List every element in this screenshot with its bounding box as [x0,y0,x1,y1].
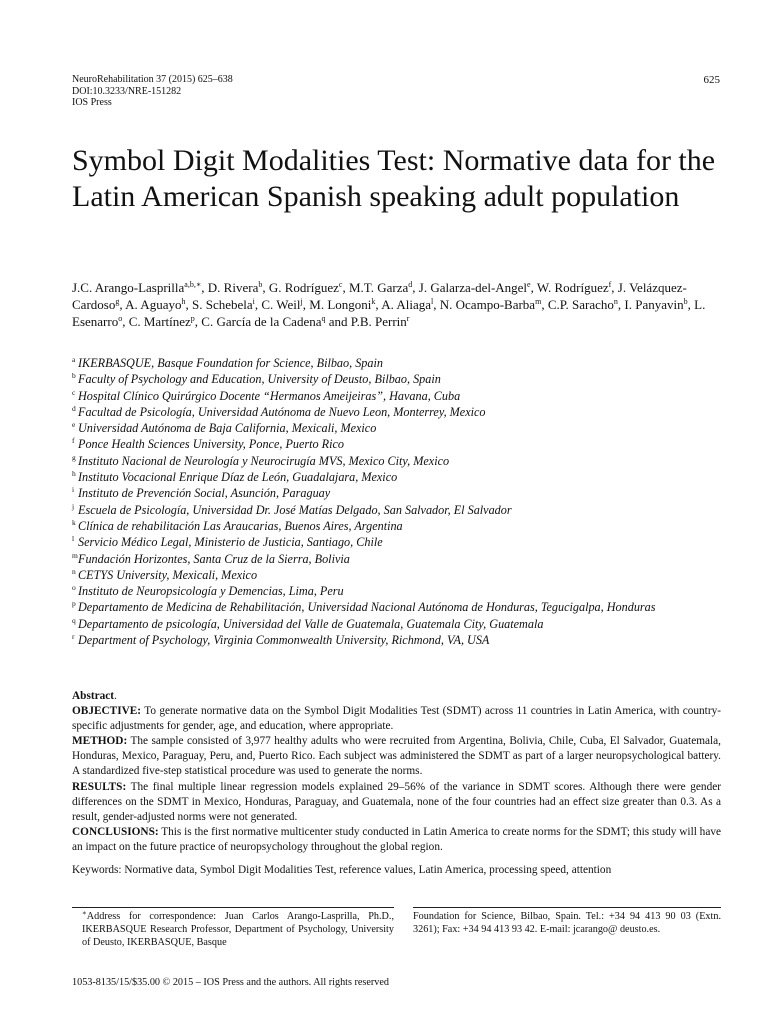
footnote-marker: ∗ [82,909,87,917]
abstract-section [72,780,721,825]
affiliation [72,599,732,615]
affiliation-text: CETYS University, Mexicali, Mexico [78,567,258,582]
author-affiliation-marks: n [613,297,618,306]
affiliation-mark: b [72,371,76,381]
affiliation [72,436,732,452]
affiliation [72,388,732,404]
affiliation-mark: j [72,501,75,511]
author-name: C.P. Saracho [547,297,614,312]
author-separator: , [617,297,625,312]
author-separator: , [262,280,269,295]
affiliation-mark: a [72,355,76,364]
affiliation [72,420,732,436]
keywords: Keywords: Normative data, Symbol Digit Modalities Test, reference values, Latin America, processing speed, attention [72,864,612,877]
affiliation-text: Clínica de rehabilitación Las Araucarias, Buenos Aires, Argentina [78,518,403,533]
author-separator: , [611,280,618,295]
journal-header [72,74,233,109]
affiliation-mark: d [72,403,76,413]
author-name: C. Martínez [128,314,191,329]
affiliation-mark: g [72,452,76,462]
affiliation-text: Servicio Médico Legal, Ministerio de Justicia, Santiago, Chile [78,535,383,550]
copyright-line: 1053-8135/15/$35.00 © 2015 – IOS Press and the authors. All rights reserved [72,977,390,988]
affiliation-mark: h [72,469,76,479]
abstract-section-text: The sample consisted of 3,977 healthy adults who were recruited from Argentina, Bolivia, Chile, Cuba, El Salvador, Guatemala, Honduras, Mexico, Paraguay, Peru, and, Puerto Rico. Each subject was administered the SDMT as part of a larger neuropsychological battery. A standardized five-step statistical procedure was used to generate the norms. [72,735,721,778]
author-separator: , [254,297,262,312]
author-name: L. Esenarro [72,297,706,329]
affiliation [72,534,732,550]
author-name: I. Panyavin [624,297,684,312]
correspondence-footnote [72,910,394,949]
author-name: M.T. Garza [348,280,409,295]
affiliation [72,453,732,469]
author-affiliation-marks: m [535,297,542,306]
correspondence-text-left: Address for correspondence: Juan Carlos Arango-Lasprilla, Ph.D., IKERBASQUE Research Professor, Department of Psychology, University of Deusto, IKERBASQUE, Basque [82,911,394,948]
affiliation [72,518,732,534]
abstract-section [72,825,721,855]
author-affiliation-marks: e [527,280,531,289]
abstract-section [72,704,721,734]
author-separator: , [342,280,349,295]
affiliation-text: Instituto de Neuropsicología y Demencias, Lima, Peru [78,584,344,599]
affiliation-mark: f [72,436,75,446]
journal-citation: NeuroRehabilitation 37 (2015) 625–638 [72,74,233,85]
affiliation-mark: p [72,599,76,609]
author-affiliation-marks: q [321,314,326,323]
affiliation [72,485,732,501]
abstract-heading-punct: . [114,690,117,702]
author-affiliation-marks: f [608,280,612,289]
affiliation-mark: m [72,550,78,560]
author-affiliation-marks: c [338,280,343,289]
footnote-rule-right [413,907,721,908]
affiliation [72,632,732,648]
affiliation [72,371,732,387]
affiliation [72,583,732,599]
affiliation-mark: k [72,517,76,527]
author-separator: , [687,297,695,312]
author-name: P.B. Perrin [350,314,407,329]
author-affiliation-marks: b [258,280,263,289]
author-affiliation-marks: l [431,297,434,306]
author-separator: , [119,297,126,312]
author-affiliation-marks: j [300,297,303,306]
affiliation-text: Instituto de Prevención Social, Asunción, Paraguay [78,486,331,501]
author-separator: , [412,280,419,295]
page-number: 625 [703,74,720,86]
affiliation [72,567,732,583]
affiliation-mark: e [72,420,76,430]
affiliation-text: Faculty of Psychology and Education, University of Deusto, Bilbao, Spain [78,372,441,387]
affiliation-mark: c [72,387,76,397]
affiliation-list [72,355,732,648]
abstract [72,689,721,878]
affiliation [72,404,732,420]
affiliation [72,502,732,518]
author-affiliation-marks: o [118,314,123,323]
author-affiliation-marks: d [408,280,413,289]
author-list [72,279,722,330]
correspondence-text-right: Foundation for Science, Bilbao, Spain. Tel.: +34 94 413 90 03 (Extn. 3261); Fax: +34 94 413 93 42. E-mail: jcarango@ deusto.es. [413,911,721,935]
author-name: J.C. Arango-Lasprilla [72,280,185,295]
author-affiliation-marks: i [252,297,255,306]
abstract-section-label: RESULTS: [72,780,127,793]
affiliation-text: Departamento de psicología, Universidad del Valle de Guatemala, Guatemala City, Guatemala [78,616,544,631]
affiliation [72,469,732,485]
author-separator: , [185,297,192,312]
author-name: M. Longoni [309,297,372,312]
author-name: C. Weil [261,297,301,312]
author-name: A. Aguayo [125,297,182,312]
affiliation-text: Instituto Nacional de Neurología y Neurocirugía MVS, Mexico City, Mexico [78,453,450,468]
author-separator: , [302,297,310,312]
author-separator: , [194,314,202,329]
affiliation-text: Ponce Health Sciences University, Ponce, Puerto Rico [78,437,344,452]
affiliation-text: Departamento de Medicina de Rehabilitación, Universidad Nacional Autónoma de Honduras, Tegucigalpa, Honduras [78,600,656,615]
author-name: C. García de la Cadena [201,314,322,329]
abstract-section-label: CONCLUSIONS: [72,825,159,838]
author-affiliation-marks: r [406,314,410,323]
abstract-body [72,689,721,855]
author-name: G. Rodríguez [268,280,339,295]
author-name: J. Galarza-del-Angel [418,280,528,295]
author-affiliation-marks: p [190,314,195,323]
affiliation-text: Escuela de Psicología, Universidad Dr. José Matías Delgado, San Salvador, El Salvador [78,502,512,517]
affiliation-text: Universidad Autónoma de Baja California, Mexicali, Mexico [78,421,377,436]
footnote-rule-left [72,907,394,908]
affiliation-text: Instituto Vocacional Enrique Díaz de León, Guadalajara, Mexico [78,470,398,485]
affiliation-text: Department of Psychology, Virginia Commonwealth University, Richmond, VA, USA [78,633,490,648]
affiliation-mark: q [72,615,76,625]
publisher: IOS Press [72,97,112,108]
doi[interactable]: DOI:10.3233/NRE-151282 [72,85,182,97]
abstract-section [72,734,721,779]
author-separator: , [375,297,382,312]
affiliation [72,551,732,567]
author-name: N. Ocampo-Barba [439,297,536,312]
author-separator: , [122,314,129,329]
author-affiliation-marks: h [181,297,186,306]
affiliation [72,355,732,371]
author-affiliation-marks: g [115,297,120,306]
author-name: J. Velázquez-Cardoso [72,280,687,312]
author-affiliation-marks: a,b,∗ [184,280,202,289]
abstract-heading: Abstract [72,690,115,702]
author-separator: , [530,280,537,295]
affiliation-mark: o [72,583,76,593]
author-separator: , [433,297,440,312]
affiliation [72,616,732,632]
author-separator: , [541,297,548,312]
affiliation-mark: r [72,632,75,642]
author-name: W. Rodríguez [536,280,609,295]
author-name: A. Aliaga [381,297,432,312]
author-separator: and [325,314,351,329]
abstract-section-label: OBJECTIVE: [72,705,142,718]
author-affiliation-marks: k [371,297,376,306]
abstract-section-text: This is the first normative multicenter study conducted in Latin America to create norms for the SDMT; this study will have an impact on the future practice of neuropsychology throughout the global region. [72,825,721,853]
abstract-section-text: To generate normative data on the Symbol Digit Modalities Test (SDMT) across 11 countries in Latin America, with country-specific adjustments for gender, age, and education, where appropriate. [72,705,721,733]
author-separator: , [201,280,208,295]
affiliation-text: Hospital Clínico Quirúrgico Docente “Hermanos Ameijeiras”, Havana, Cuba [78,388,461,403]
affiliation-mark: n [72,566,76,576]
affiliation-mark: l [72,534,75,544]
affiliation-text: IKERBASQUE, Basque Foundation for Science, Bilbao, Spain [78,356,383,370]
affiliation-mark: i [72,485,75,495]
author-affiliation-marks: b [683,297,688,306]
affiliation-text: Facultad de Psicología, Universidad Autónoma de Nuevo Leon, Monterrey, Mexico [78,404,486,419]
article-title: Symbol Digit Modalities Test: Normative data for the Latin American Spanish speaking adult population [72,144,716,213]
author-name: S. Schebela [191,297,253,312]
abstract-section-text: The final multiple linear regression models explained 29–56% of the variance in SDMT scores. Although there were gender differences on the SDMT in Mexico, Honduras, Paraguay, and Guatemala, none of the four countries had an effect size greater than 0.3. As a result, gender-adjusted norms were not generated. [72,780,721,823]
author-name: D. Rivera [207,280,259,295]
abstract-section-label: METHOD: [72,735,128,748]
affiliation-text: Fundación Horizontes, Santa Cruz de la Sierra, Bolivia [78,551,350,566]
